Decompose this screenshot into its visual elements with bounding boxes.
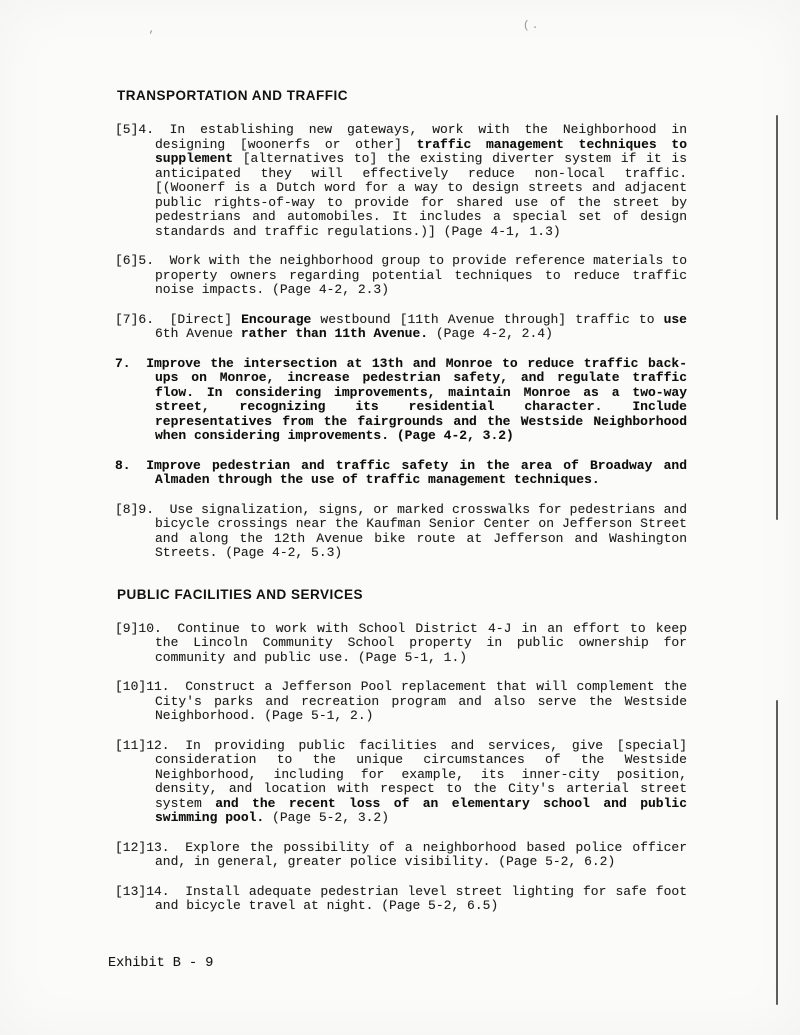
section-heading: PUBLIC FACILITIES AND SERVICES [117,586,364,602]
item-number: [5]4. [115,122,155,137]
list-item [115,739,687,826]
list-item [115,357,687,444]
page-footer-label: Exhibit B - 9 [108,956,214,971]
scan-artifact-mark: ( . [523,20,539,32]
body-text: Continue to work with School District 4-J in an effort to keep the Lincoln Community School property in public ownership for community and public use. (Page 5-1, 1.) [155,620,687,665]
emphasis-text: use [663,311,687,327]
list-item [115,313,687,342]
scan-artifact-line [776,700,778,1005]
body-text: 6th Avenue [155,326,241,341]
scan-artifact-line [776,115,778,520]
emphasis-text: traffic management techniques to supplement [155,136,688,166]
emphasis-text: rather than 11th Avenue. [240,326,429,341]
list-item [115,123,687,239]
body-text: Install adequate pedestrian level street lighting for safe foot and bicycle travel at night. (Page 5-2, 6.5) [155,883,687,913]
item-number: [7]6. [115,311,155,327]
body-text: (Page 4-2, 2.4) [428,326,553,341]
emphasis-text: Improve pedestrian and traffic safety in the area of Broadway and Almaden through the use of traffic management techniques. [146,457,687,487]
item-number: [6]5. [115,253,155,268]
body-text: Work with the neighborhood group to provide reference materials to property owners regarding potential techniques to reduce traffic noise impacts. (Page 4-2, 2.3) [155,253,687,297]
list-item [115,503,687,561]
item-number: [12]13. [115,839,170,855]
body-text: In establishing new gateways, work with the Neighborhood in designing [woonerfs or other] [155,122,687,152]
list-item [115,459,687,488]
document-content [115,88,687,929]
list-item [115,885,687,914]
item-number: [11]12. [115,737,170,753]
body-text: [Direct] [169,311,242,327]
body-text: westbound [11th Avenue through] traffic to [311,311,664,327]
body-text: [alternatives to] the existing diverter system if it is anticipated they will effectively reduce non-local traffic. [(Woonerf is a Dutch word for a way to design streets and adjacent public rights-of-way to provide for shared use of the street by pedestrians and automobiles. It includes a special set of design standards and traffic regulations.)] (Page 4-1, 1.3) [155,151,687,239]
item-number: [8]9. [115,501,155,517]
item-number: [10]11. [115,679,170,694]
item-number: [13]14. [115,883,170,899]
list-item [115,680,687,724]
body-text: Use signalization, signs, or marked crosswalks for pedestrians and bicycle crossings near the Kaufman Senior Center on Jefferson Street and along the 12th Avenue bike route at Jefferson and Washington Streets. (Page 4-2, 5.3) [155,501,687,560]
list-item [115,841,687,870]
item-number: [9]10. [115,620,162,636]
emphasis-text: Encourage [241,311,312,327]
emphasis-text: Improve the intersection at 13th and Monroe to reduce traffic back-ups on Monroe, increase pedestrian safety, and regulate traffic flow. In considering improvements, maintain Monroe as a two-way street, recognizing its residential character. Include representatives from the fairgrounds and the Westside Neighborhood when considering improvements. (Page 4-2, 3.2) [146,355,687,443]
body-text: In providing public facilities and services, give [special] consideration to the unique circumstances of the Westside Neighborhood, including for example, its inner-city position, density, and location with respect to the City's arterial street system [155,737,687,811]
item-number: 8. [115,457,131,473]
section-heading: TRANSPORTATION AND TRAFFIC [117,88,348,103]
body-text: Explore the possibility of a neighborhood based police officer and, in general, greater police visibility. (Page 5-2, 6.2) [155,839,687,869]
emphasis-text: and the recent loss of an elementary school and public swimming pool. [155,795,688,825]
body-text: Construct a Jefferson Pool replacement that will complement the City's parks and recreation program and also serve the Westside Neighborhood. (Page 5-1, 2.) [155,679,687,723]
body-text: (Page 5-2, 3.2) [264,810,390,825]
item-number: 7. [115,355,131,371]
list-item [115,622,687,666]
scan-artifact-mark: ‚ [148,24,155,36]
list-item [115,254,687,298]
